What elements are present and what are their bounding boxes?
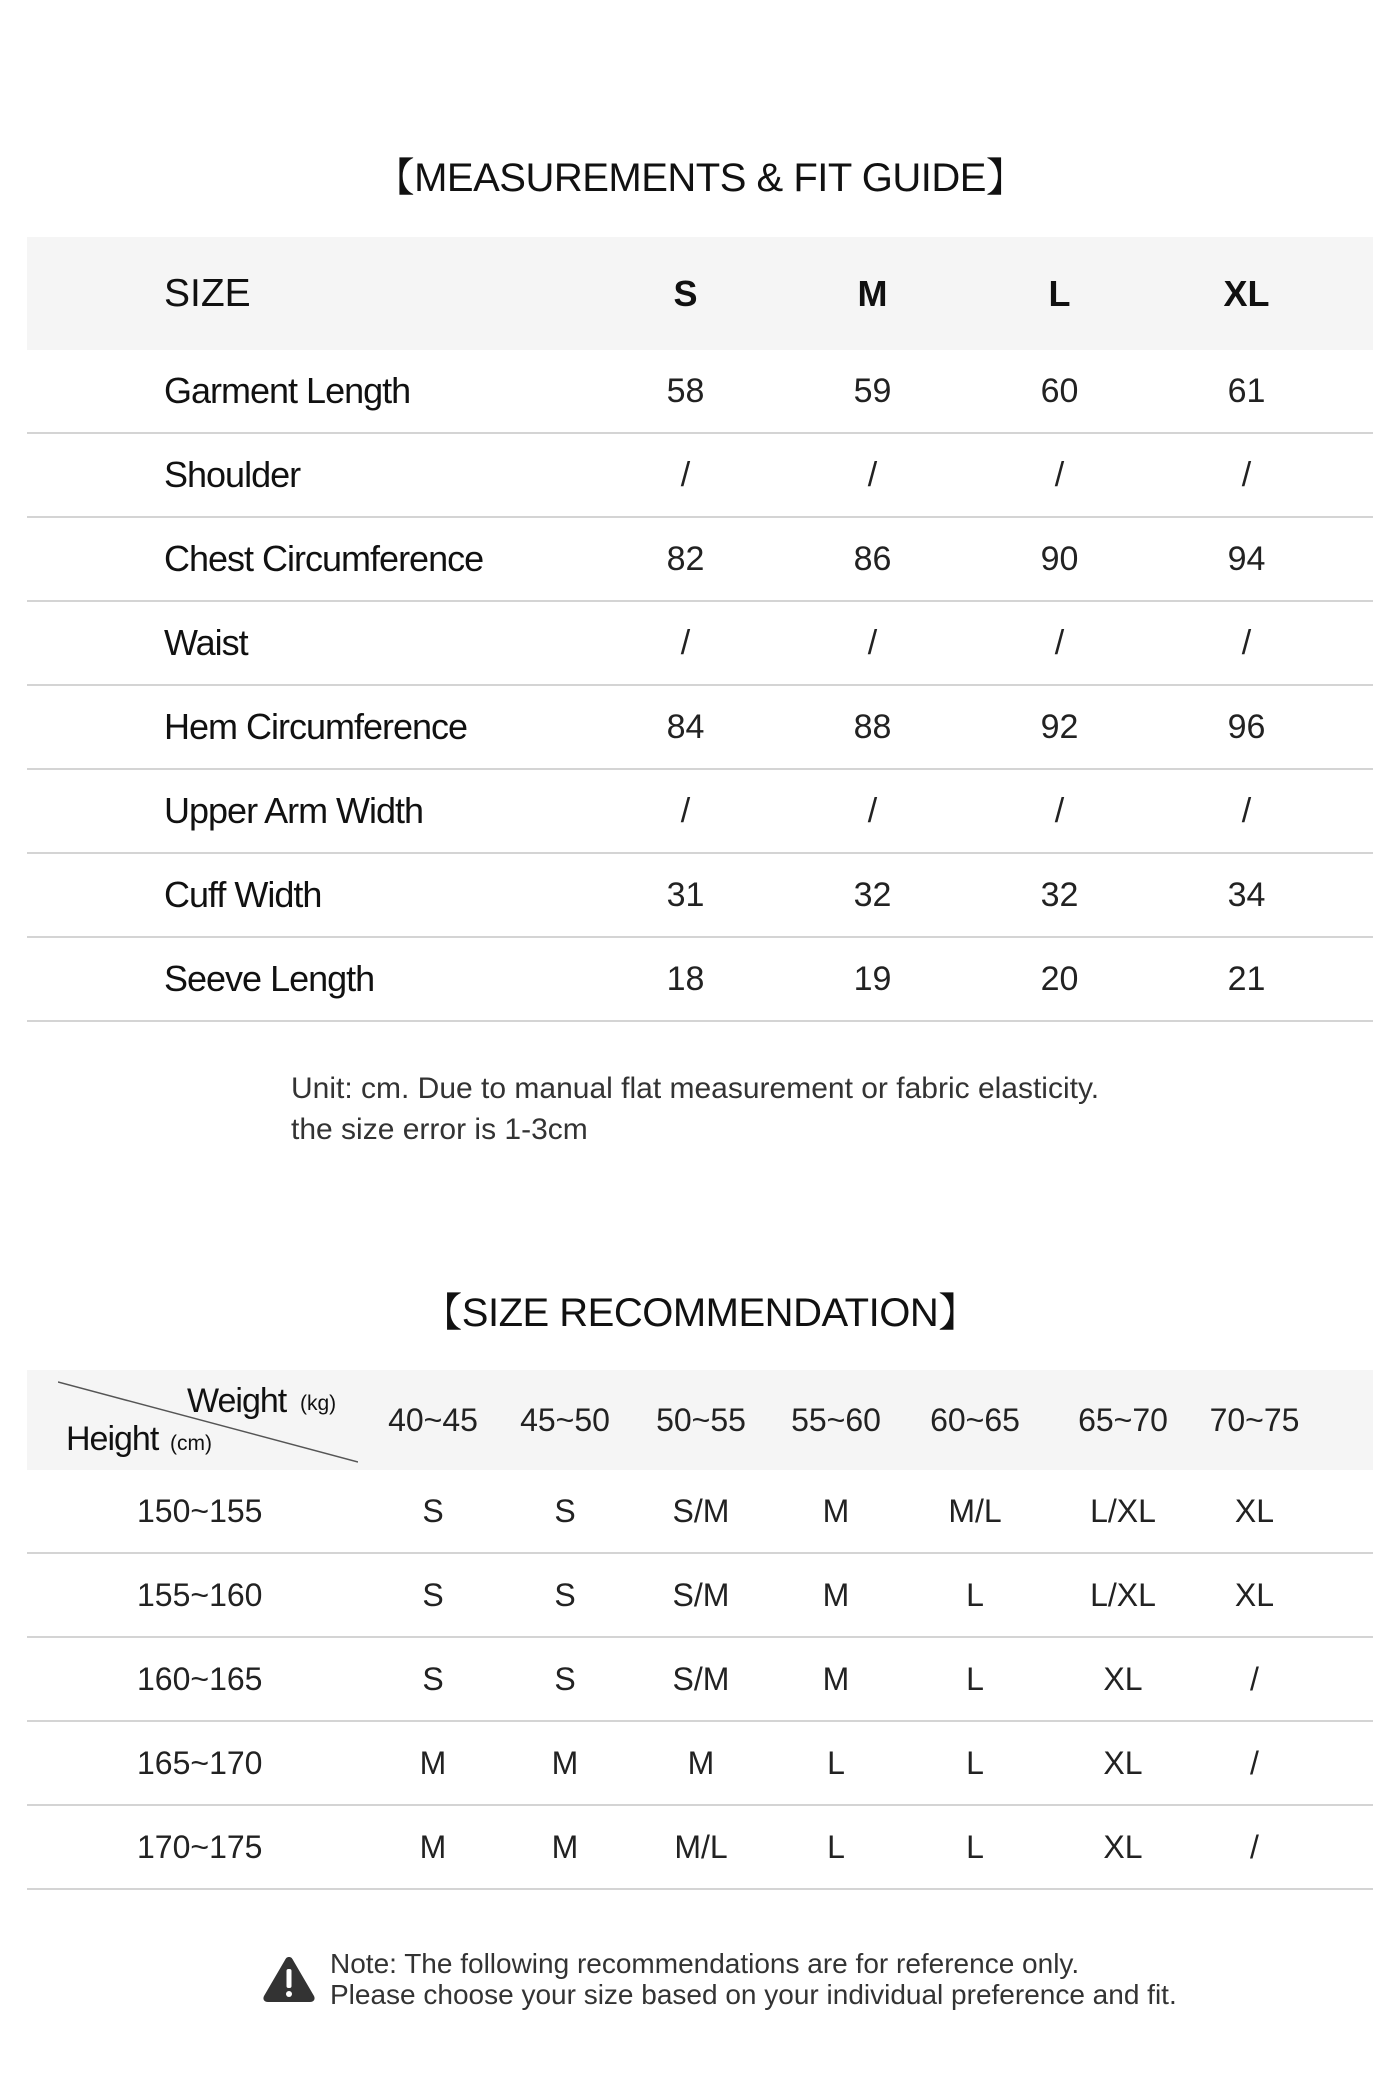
weight-label: Weight	[187, 1382, 287, 1420]
weight-range: 40~45	[388, 1401, 478, 1438]
recommendation-row	[27, 1806, 1373, 1890]
recommended-size: M	[419, 1744, 447, 1781]
size-header-s: S	[673, 272, 698, 314]
recommendation-row	[27, 1554, 1373, 1638]
measurement-value: /	[867, 623, 878, 662]
weight-height-corner	[27, 1370, 367, 1470]
warning-icon	[262, 1954, 316, 2004]
unit-note-line1: Unit: cm. Due to manual flat measurement or fabric elasticity.	[291, 1072, 1100, 1105]
height-unit: (cm)	[170, 1432, 212, 1455]
measurement-value: 19	[853, 959, 892, 998]
height-range: 150~155	[137, 1492, 263, 1529]
measurement-label: Chest Circumference	[164, 538, 484, 579]
measurement-value: /	[680, 623, 691, 662]
recommended-size: M	[822, 1660, 850, 1697]
recommended-size: L	[966, 1744, 984, 1781]
measurement-value: 88	[853, 707, 892, 746]
measurements-table	[27, 237, 1373, 1022]
measurement-row	[27, 770, 1373, 854]
recommended-size: S/M	[672, 1660, 730, 1697]
measurement-row	[27, 854, 1373, 938]
measurements-header-row	[27, 237, 1373, 350]
weight-range: 65~70	[1078, 1401, 1168, 1438]
height-range: 165~170	[137, 1744, 263, 1781]
size-header-label: SIZE	[164, 271, 251, 315]
measurement-row	[27, 518, 1373, 602]
recommended-size: S/M	[672, 1492, 730, 1529]
measurement-label: Garment Length	[164, 370, 411, 411]
recommended-size: XL	[1103, 1660, 1143, 1697]
measurement-value: 34	[1227, 875, 1266, 914]
recommendation-row	[27, 1470, 1373, 1554]
recommendation-header-row	[27, 1370, 1373, 1470]
recommended-size: /	[1250, 1828, 1259, 1865]
unit-note-line2: the size error is 1-3cm	[291, 1113, 588, 1146]
measurement-value: 32	[1040, 875, 1079, 914]
measurement-value: /	[1054, 623, 1065, 662]
height-label: Height	[66, 1420, 159, 1458]
measurement-row	[27, 938, 1373, 1022]
recommended-size: /	[1250, 1660, 1259, 1697]
recommended-size: XL	[1234, 1492, 1275, 1529]
measurement-row	[27, 686, 1373, 770]
recommendation-row	[27, 1722, 1373, 1806]
measurement-value: /	[680, 791, 691, 830]
measurement-value: 61	[1227, 371, 1266, 410]
measurement-value: 60	[1040, 371, 1079, 410]
measurement-value: 84	[666, 707, 705, 746]
recommended-size: /	[1250, 1744, 1259, 1781]
measurement-value: 18	[666, 959, 705, 998]
measurement-label: Hem Circumference	[164, 706, 468, 747]
recommended-size: L	[827, 1828, 845, 1865]
measurement-value: 86	[853, 539, 892, 578]
recommended-size: M	[419, 1828, 447, 1865]
measurement-value: 58	[666, 371, 705, 410]
recommended-size: S	[554, 1660, 576, 1697]
recommended-size: M	[551, 1828, 579, 1865]
recommended-size: S	[422, 1492, 444, 1529]
weight-range: 55~60	[791, 1401, 881, 1438]
recommendation-title: 【SIZE RECOMMENDATION】	[422, 1291, 978, 1335]
measurement-value: /	[867, 455, 878, 494]
recommended-size: XL	[1234, 1576, 1275, 1613]
recommended-size: L/XL	[1090, 1492, 1156, 1529]
measurement-value: /	[1241, 791, 1252, 830]
measurements-title: 【MEASUREMENTS & FIT GUIDE】	[374, 156, 1026, 200]
recommended-size: M/L	[674, 1828, 728, 1865]
unit-note	[291, 1068, 1099, 1150]
measurement-value: 90	[1040, 539, 1079, 578]
measurement-value: 96	[1227, 707, 1266, 746]
recommended-size: L	[966, 1660, 984, 1697]
measurement-value: /	[1054, 791, 1065, 830]
recommendation-note	[262, 1948, 1177, 2010]
measurement-row	[27, 350, 1373, 434]
recommended-size: M	[551, 1744, 579, 1781]
size-header-l: L	[1048, 272, 1071, 314]
recommended-size: S	[554, 1492, 576, 1529]
weight-range: 70~75	[1209, 1401, 1300, 1438]
measurement-value: /	[680, 455, 691, 494]
measurement-value: 59	[853, 371, 892, 410]
recommended-size: L	[827, 1744, 845, 1781]
measurement-value: 21	[1227, 959, 1266, 998]
recommended-size: S	[422, 1660, 444, 1697]
measurement-value: /	[1054, 455, 1065, 494]
recommended-size: M	[687, 1744, 715, 1781]
recommended-size: S/M	[672, 1576, 730, 1613]
recommended-size: L/XL	[1090, 1576, 1156, 1613]
size-header-xl: XL	[1223, 272, 1270, 314]
measurement-value: 32	[853, 875, 892, 914]
measurement-label: Waist	[164, 622, 248, 663]
recommended-size: M	[822, 1576, 850, 1613]
recommendation-row	[27, 1638, 1373, 1722]
size-header-m: M	[857, 272, 888, 314]
measurement-row	[27, 602, 1373, 686]
measurement-value: 82	[666, 539, 705, 578]
recommended-size: M/L	[948, 1492, 1002, 1529]
recommended-size: XL	[1103, 1744, 1143, 1781]
measurement-label: Shoulder	[164, 454, 301, 495]
weight-unit: (kg)	[300, 1392, 337, 1415]
recommended-size: L	[966, 1576, 984, 1613]
recommendation-note-line2: Please choose your size based on your individual preference and fit.	[330, 1979, 1177, 2010]
measurement-value: 31	[666, 875, 705, 914]
measurement-row	[27, 434, 1373, 518]
recommended-size: XL	[1103, 1828, 1143, 1865]
measurement-value: /	[1241, 623, 1252, 662]
recommended-size: S	[422, 1576, 444, 1613]
measurement-label: Cuff Width	[164, 874, 322, 915]
height-range: 160~165	[137, 1660, 263, 1697]
height-range: 155~160	[137, 1576, 263, 1613]
measurement-label: Seeve Length	[164, 958, 375, 999]
weight-range: 45~50	[520, 1401, 610, 1438]
recommendation-note-line1: Note: The following recommendations are for reference only.	[330, 1948, 1080, 1979]
recommended-size: L	[966, 1828, 984, 1865]
measurement-label: Upper Arm Width	[164, 790, 424, 831]
height-range: 170~175	[137, 1828, 263, 1865]
weight-range: 60~65	[930, 1401, 1020, 1438]
measurement-value: /	[867, 791, 878, 830]
recommendation-table	[27, 1370, 1373, 1890]
weight-range: 50~55	[656, 1401, 746, 1438]
measurement-value: /	[1241, 455, 1252, 494]
measurement-value: 20	[1040, 959, 1079, 998]
recommended-size: S	[554, 1576, 576, 1613]
recommended-size: M	[822, 1492, 850, 1529]
measurement-value: 92	[1040, 707, 1079, 746]
measurement-value: 94	[1227, 539, 1266, 578]
